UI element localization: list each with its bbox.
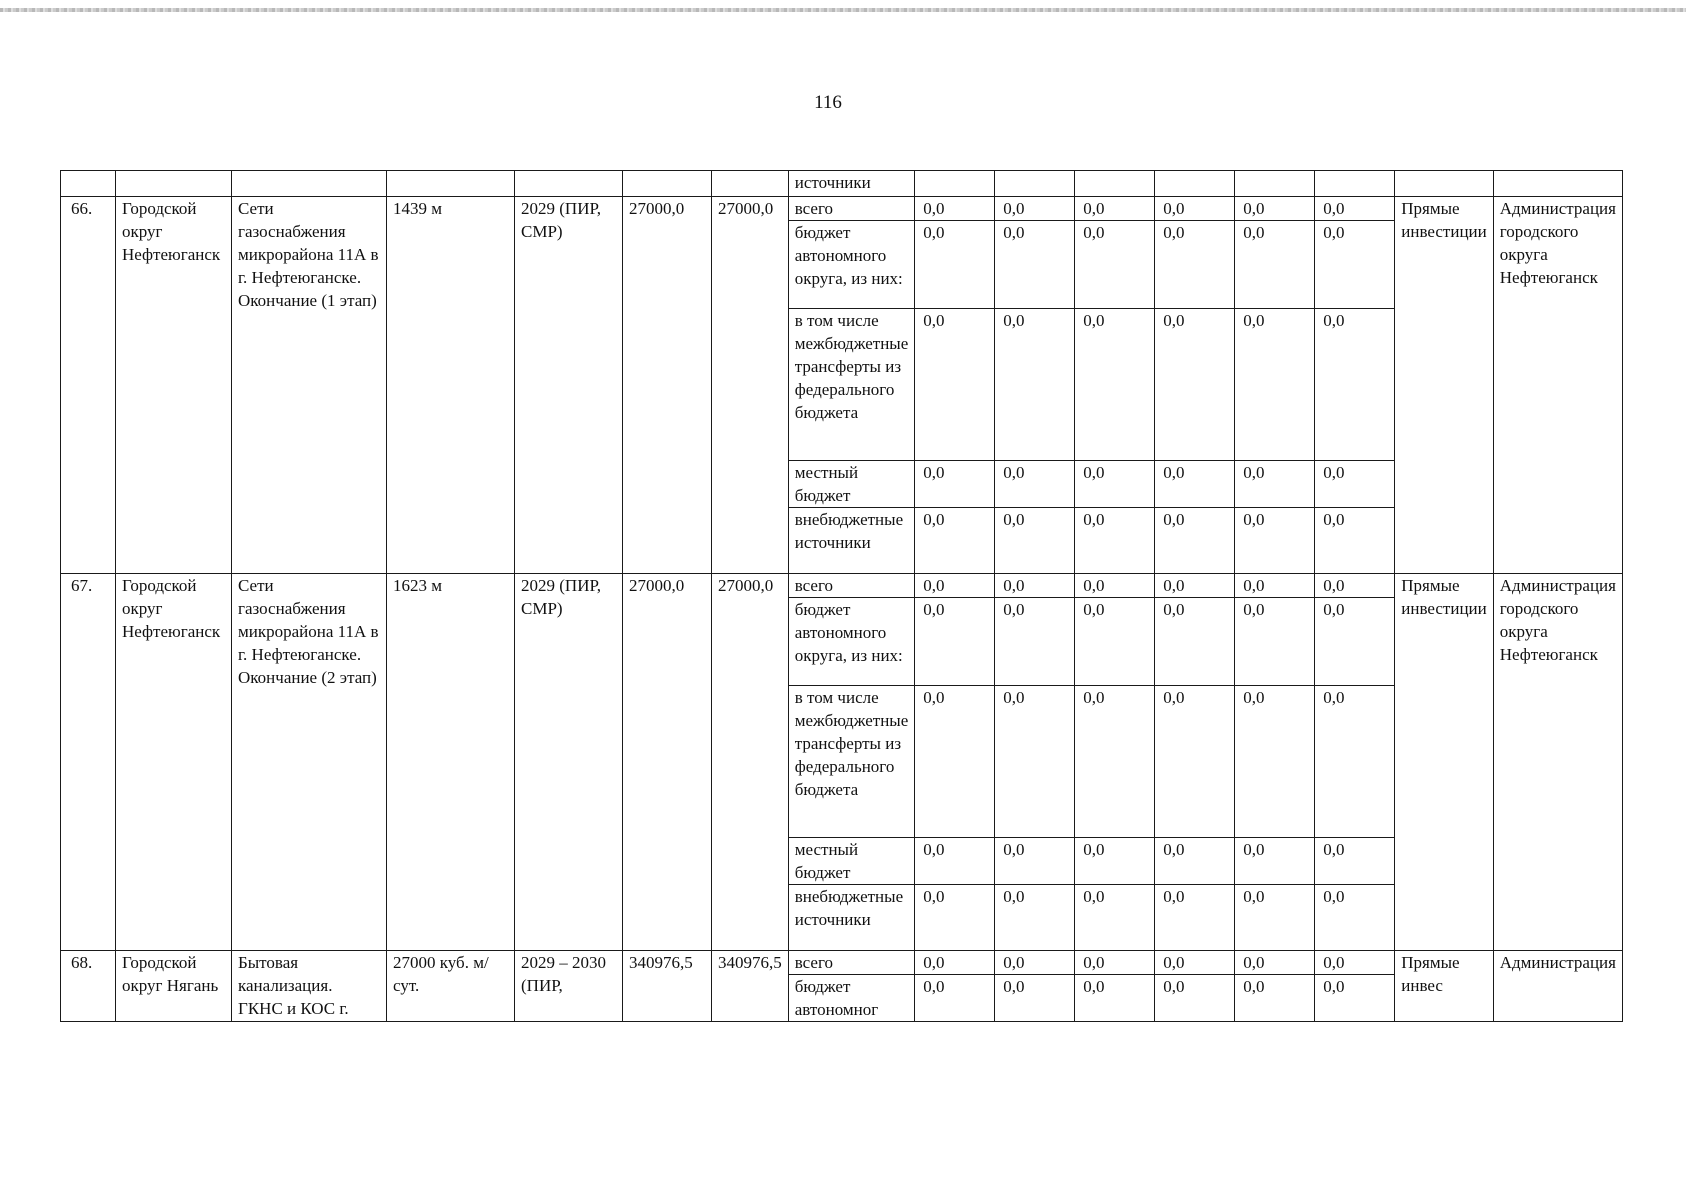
funding-value-cell: 0,0	[915, 461, 995, 508]
table-cell	[995, 171, 1075, 197]
funding-value-cell: 0,0	[1315, 461, 1395, 508]
funding-source-label: в том числе межбюджетные трансферты из федерального бюджета	[788, 309, 915, 461]
funding-value-cell: 0,0	[995, 461, 1075, 508]
funding-value-cell: 0,0	[915, 508, 995, 574]
funding-value-cell: 0,0	[1315, 951, 1395, 975]
table-cell	[232, 171, 387, 197]
funding-value-cell: 0,0	[915, 221, 995, 309]
funding-source-label: внебюджетные источники	[788, 508, 915, 574]
funding-value-cell: 0,0	[1315, 197, 1395, 221]
funding-value-cell: 0,0	[1155, 508, 1235, 574]
table-cell	[1493, 171, 1622, 197]
municipality-cell: Городской округ Нефтеюганск	[116, 574, 232, 951]
funding-value-cell: 0,0	[1155, 598, 1235, 686]
cost-cell: 27000,0	[623, 574, 712, 951]
table-cell	[515, 171, 623, 197]
capacity-cell: 1623 м	[387, 574, 515, 951]
investment-type-cell: Прямые инвес	[1395, 951, 1493, 1022]
funding-value-cell: 0,0	[1235, 686, 1315, 838]
funding-value-cell: 0,0	[1075, 686, 1155, 838]
funding-value-cell: 0,0	[915, 574, 995, 598]
funding-value-cell: 0,0	[915, 885, 995, 951]
funding-value-cell: 0,0	[1235, 574, 1315, 598]
funding-value-cell: 0,0	[915, 975, 995, 1022]
investment-type-cell: Прямые инвестиции	[1395, 197, 1493, 574]
remaining-cost-cell: 27000,0	[712, 574, 789, 951]
table-row	[61, 574, 1623, 598]
municipality-cell: Городской округ Нягань	[116, 951, 232, 1022]
funding-value-cell: 0,0	[915, 686, 995, 838]
funding-source-label: местный бюджет	[788, 838, 915, 885]
funding-value-cell: 0,0	[1235, 951, 1315, 975]
funding-value-cell: 0,0	[1075, 975, 1155, 1022]
object-name-cell: Сети газоснабжения микрорайона 11А в г. Нефтеюганске. Окончание (2 этап)	[232, 574, 387, 951]
funding-value-cell: 0,0	[1235, 838, 1315, 885]
table-body	[61, 171, 1623, 1022]
funding-value-cell: 0,0	[1235, 197, 1315, 221]
funding-value-cell: 0,0	[1155, 461, 1235, 508]
funding-value-cell: 0,0	[1315, 574, 1395, 598]
object-name-cell: Бытовая канализация. ГКНС и КОС г.	[232, 951, 387, 1022]
funding-value-cell: 0,0	[1155, 951, 1235, 975]
funding-value-cell: 0,0	[1155, 885, 1235, 951]
funding-value-cell: 0,0	[1315, 508, 1395, 574]
page-number: 116	[814, 92, 842, 113]
funding-value-cell: 0,0	[1315, 838, 1395, 885]
period-cell: 2029 (ПИР, СМР)	[515, 197, 623, 574]
funding-value-cell: 0,0	[1155, 975, 1235, 1022]
funding-value-cell: 0,0	[1235, 221, 1315, 309]
funding-value-cell: 0,0	[915, 838, 995, 885]
funding-value-cell: 0,0	[995, 221, 1075, 309]
carry-over-row	[61, 171, 1623, 197]
funding-value-cell: 0,0	[1235, 508, 1315, 574]
table-cell	[387, 171, 515, 197]
funding-value-cell: 0,0	[995, 951, 1075, 975]
funding-value-cell: 0,0	[995, 197, 1075, 221]
funding-value-cell: 0,0	[1075, 885, 1155, 951]
row-number: 67.	[61, 574, 116, 951]
funding-value-cell: 0,0	[915, 197, 995, 221]
funding-source-label: всего	[788, 197, 915, 221]
funding-value-cell: 0,0	[1075, 461, 1155, 508]
funding-value-cell: 0,0	[1315, 309, 1395, 461]
capacity-cell: 27000 куб. м/сут.	[387, 951, 515, 1022]
funding-value-cell: 0,0	[1075, 221, 1155, 309]
remaining-cost-cell: 27000,0	[712, 197, 789, 574]
funding-value-cell: 0,0	[1235, 309, 1315, 461]
table-cell	[61, 171, 116, 197]
table-cell	[623, 171, 712, 197]
funding-value-cell: 0,0	[1075, 309, 1155, 461]
funding-value-cell: 0,0	[1075, 838, 1155, 885]
funding-value-cell: 0,0	[1235, 461, 1315, 508]
cost-cell: 27000,0	[623, 197, 712, 574]
funding-value-cell: 0,0	[1155, 197, 1235, 221]
funding-value-cell: 0,0	[1075, 197, 1155, 221]
cost-cell: 340976,5	[623, 951, 712, 1022]
municipality-cell: Городской округ Нефтеюганск	[116, 197, 232, 574]
customer-cell: Администрация городского округа Нефтеюганск	[1493, 197, 1622, 574]
period-cell: 2029 – 2030 (ПИР,	[515, 951, 623, 1022]
funding-value-cell: 0,0	[1155, 574, 1235, 598]
funding-value-cell: 0,0	[1155, 221, 1235, 309]
funding-source-label: местный бюджет	[788, 461, 915, 508]
funding-value-cell: 0,0	[1315, 598, 1395, 686]
funding-value-cell: 0,0	[915, 598, 995, 686]
table-cell	[1155, 171, 1235, 197]
table-row	[61, 197, 1623, 221]
table-cell	[712, 171, 789, 197]
row-number: 66.	[61, 197, 116, 574]
funding-value-cell: 0,0	[1235, 885, 1315, 951]
funding-value-cell: 0,0	[1155, 309, 1235, 461]
funding-value-cell: 0,0	[995, 838, 1075, 885]
funding-value-cell: 0,0	[1075, 574, 1155, 598]
funding-source-label: бюджет автономног	[788, 975, 915, 1022]
table-cell	[1235, 171, 1315, 197]
investment-type-cell: Прямые инвестиции	[1395, 574, 1493, 951]
remaining-cost-cell: 340976,5	[712, 951, 789, 1022]
funding-value-cell: 0,0	[995, 574, 1075, 598]
customer-cell: Администрация	[1493, 951, 1622, 1022]
investment-program-table	[60, 170, 1623, 1022]
funding-source-label: всего	[788, 951, 915, 975]
funding-source-label: бюджет автономного округа, из них:	[788, 221, 915, 309]
funding-value-cell: 0,0	[1075, 951, 1155, 975]
funding-value-cell: 0,0	[995, 686, 1075, 838]
carry-over-label: источники	[788, 171, 915, 197]
funding-source-label: всего	[788, 574, 915, 598]
table-cell	[1395, 171, 1493, 197]
funding-source-label: бюджет автономного округа, из них:	[788, 598, 915, 686]
table-cell	[1315, 171, 1395, 197]
funding-value-cell: 0,0	[1315, 686, 1395, 838]
table-row	[61, 951, 1623, 975]
funding-source-label: внебюджетные источники	[788, 885, 915, 951]
funding-value-cell: 0,0	[1315, 221, 1395, 309]
table-cell	[915, 171, 995, 197]
funding-value-cell: 0,0	[1155, 686, 1235, 838]
funding-value-cell: 0,0	[995, 309, 1075, 461]
table-cell	[116, 171, 232, 197]
funding-value-cell: 0,0	[1315, 975, 1395, 1022]
funding-value-cell: 0,0	[1075, 508, 1155, 574]
row-number: 68.	[61, 951, 116, 1022]
funding-value-cell: 0,0	[1315, 885, 1395, 951]
scan-edge-noise	[0, 8, 1686, 12]
funding-value-cell: 0,0	[995, 508, 1075, 574]
funding-value-cell: 0,0	[1235, 598, 1315, 686]
funding-value-cell: 0,0	[1075, 598, 1155, 686]
funding-value-cell: 0,0	[995, 885, 1075, 951]
funding-source-label: в том числе межбюджетные трансферты из федерального бюджета	[788, 686, 915, 838]
period-cell: 2029 (ПИР, СМР)	[515, 574, 623, 951]
funding-value-cell: 0,0	[995, 975, 1075, 1022]
funding-value-cell: 0,0	[1235, 975, 1315, 1022]
funding-value-cell: 0,0	[915, 951, 995, 975]
funding-value-cell: 0,0	[1155, 838, 1235, 885]
funding-value-cell: 0,0	[995, 598, 1075, 686]
object-name-cell: Сети газоснабжения микрорайона 11А в г. Нефтеюганске. Окончание (1 этап)	[232, 197, 387, 574]
funding-value-cell: 0,0	[915, 309, 995, 461]
capacity-cell: 1439 м	[387, 197, 515, 574]
table-cell	[1075, 171, 1155, 197]
customer-cell: Администрация городского округа Нефтеюганск	[1493, 574, 1622, 951]
